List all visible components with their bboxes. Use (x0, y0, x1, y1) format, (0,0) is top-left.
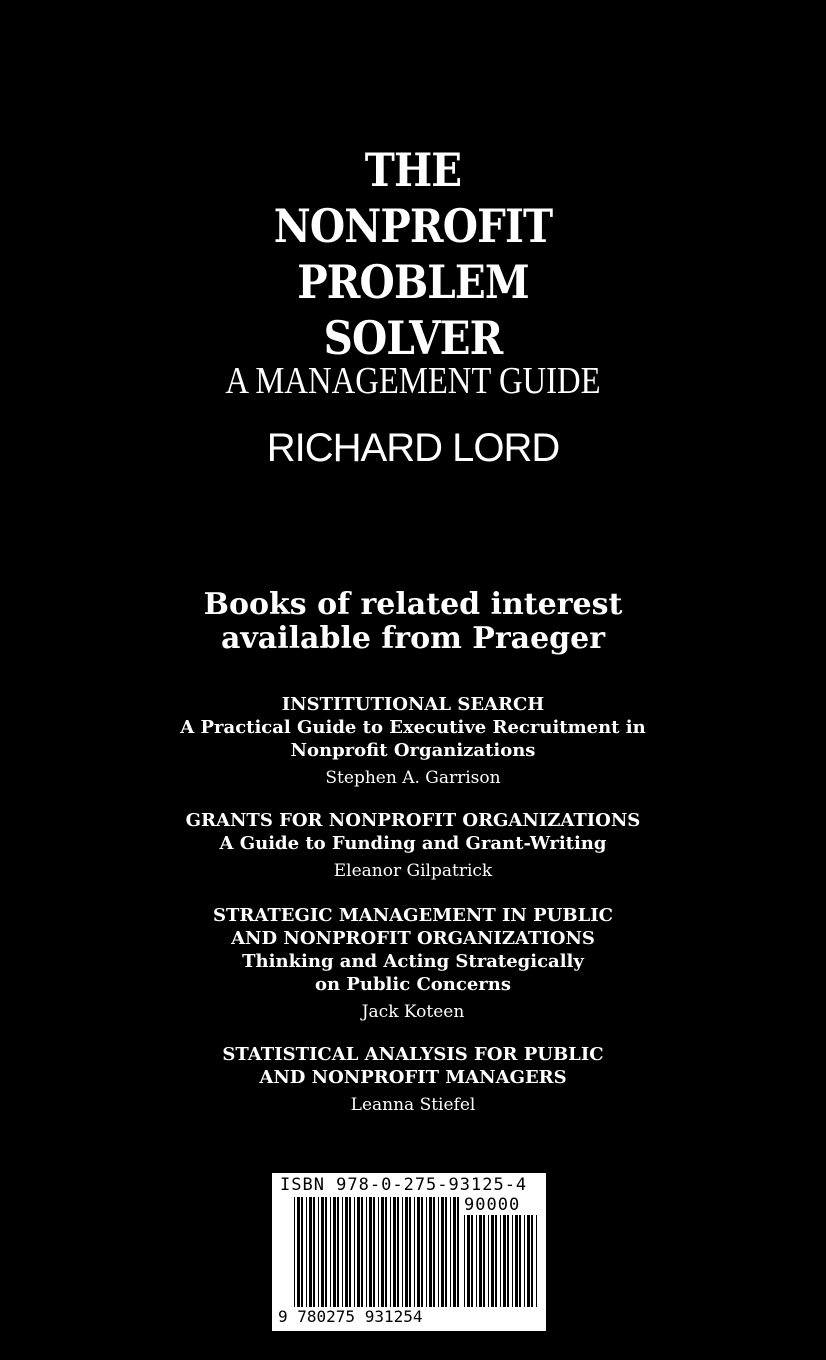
book-2-author: Eleanor Gilpatrick (333, 861, 493, 881)
book-3-title-line-2: AND NONPROFIT ORGANIZATIONS (231, 928, 595, 949)
barcode-digits: 9 780275 931254 (278, 1307, 423, 1326)
book-subtitle: A MANAGEMENT GUIDE (225, 360, 601, 402)
book-3-title-line-1: STRATEGIC MANAGEMENT IN PUBLIC (213, 905, 613, 926)
book-1-title-line-2: A Practical Guide to Executive Recruitment in (180, 717, 646, 738)
title-line-1: THE (364, 143, 462, 197)
book-2-title-line-1: GRANTS FOR NONPROFIT ORGANIZATIONS (185, 810, 641, 831)
title-line-4: SOLVER (323, 311, 503, 365)
book-1-title-line-1: INSTITUTIONAL SEARCH (281, 694, 545, 715)
related-book-2 (0, 809, 826, 882)
book-4-title-line-1: STATISTICAL ANALYSIS FOR PUBLIC (222, 1044, 604, 1065)
book-3-title-line-3: Thinking and Acting Strategically (242, 951, 584, 972)
book-author: RICHARD LORD (266, 426, 560, 470)
title-line-3: PROBLEM (297, 255, 529, 309)
related-book-1 (0, 693, 826, 789)
price-barcode-bars (464, 1215, 540, 1307)
title-line-2: NONPROFIT (273, 199, 553, 253)
related-heading-line-1: Books of related interest (203, 587, 623, 622)
book-4-title-line-2: AND NONPROFIT MANAGERS (259, 1067, 567, 1088)
related-book-4 (0, 1043, 826, 1116)
book-title (0, 142, 826, 366)
book-1-title-line-3: Nonprofit Organizations (290, 740, 536, 761)
ean-barcode-bars (294, 1197, 460, 1307)
isbn-barcode (272, 1173, 546, 1331)
book-2-title-line-2: A Guide to Funding and Grant-Writing (219, 833, 607, 854)
related-heading-line-2: available from Praeger (220, 621, 606, 656)
book-4-author: Leanna Stiefel (350, 1095, 476, 1115)
price-code: 90000 (464, 1195, 521, 1215)
isbn-number: ISBN 978-0-275-93125-4 (280, 1175, 528, 1195)
book-3-author: Jack Koteen (361, 1002, 465, 1022)
book-3-title-line-4: on Public Concerns (314, 974, 511, 995)
related-book-3 (0, 904, 826, 1023)
book-1-author: Stephen A. Garrison (325, 768, 501, 788)
related-books-heading (0, 588, 826, 656)
